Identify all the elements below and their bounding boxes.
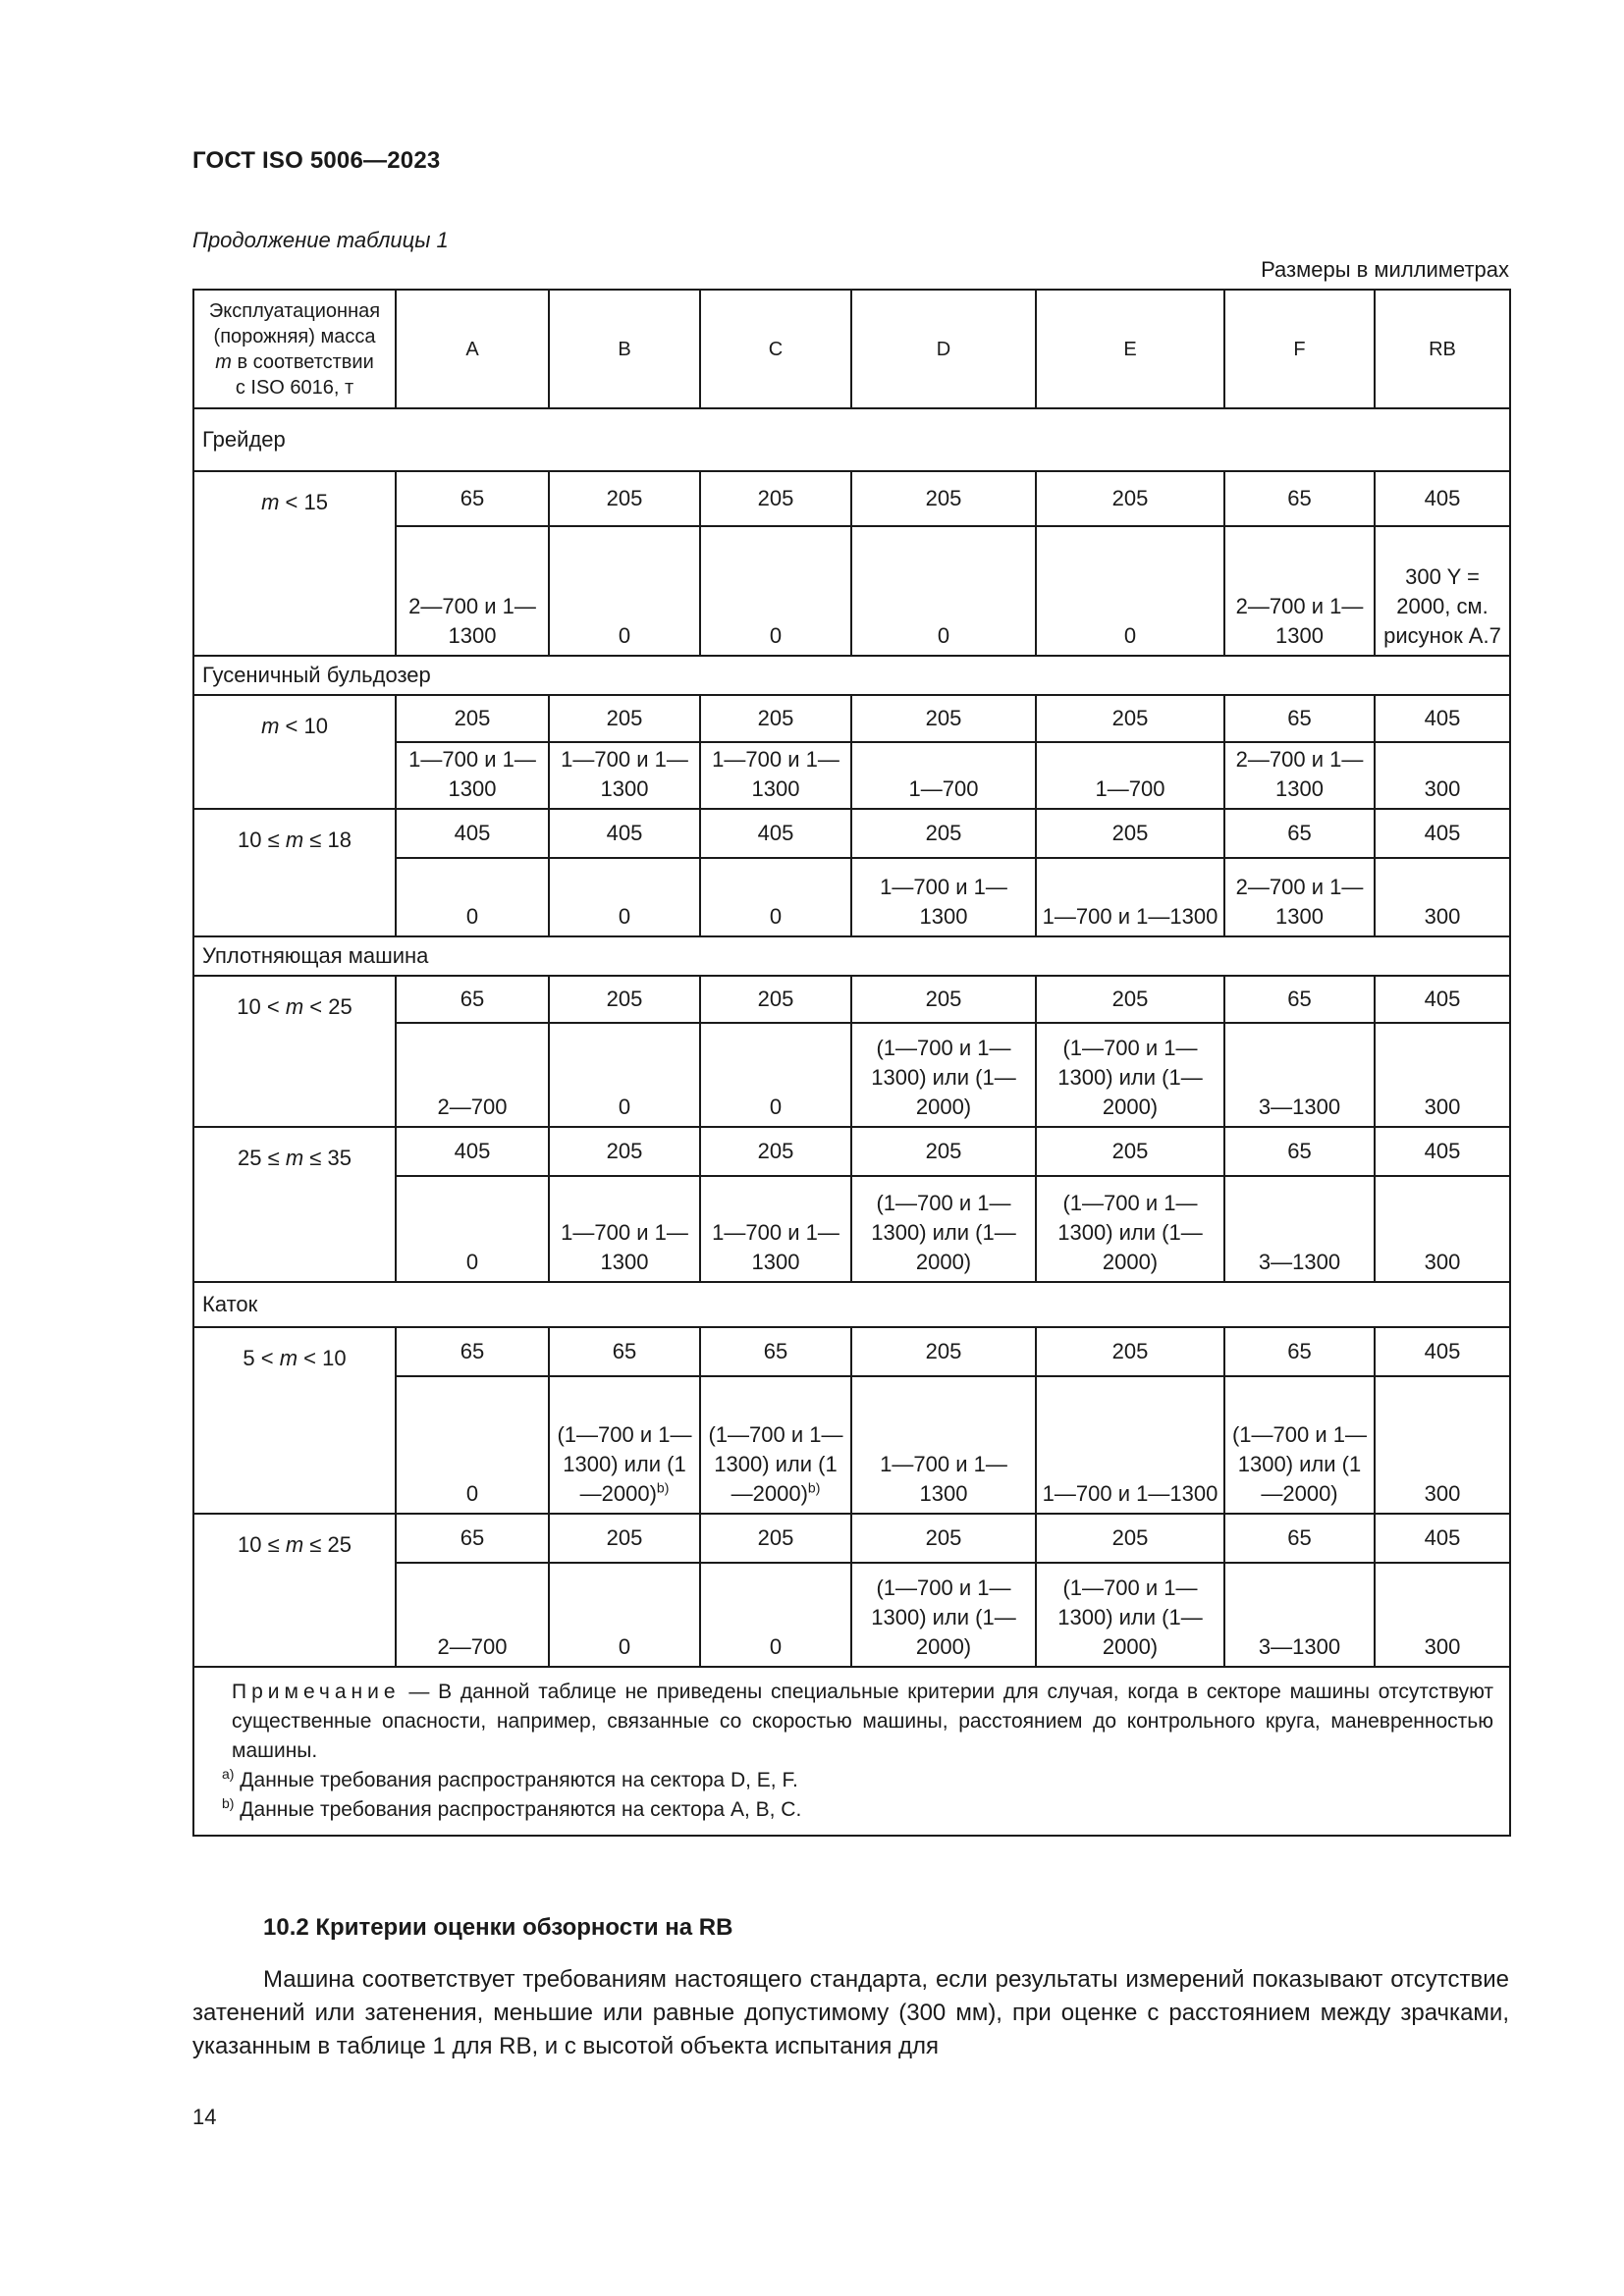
document-title: ГОСТ ISO 5006—2023: [192, 147, 441, 174]
height-value-cell: 205: [396, 695, 549, 742]
height-value-cell: 205: [1036, 1514, 1224, 1563]
height-value-cell: 405: [700, 809, 851, 858]
header-col-c: C: [700, 290, 851, 408]
height-value-cell: 205: [851, 809, 1036, 858]
masking-criteria-cell: (1—700 и 1—1300) или (1—2000): [1224, 1376, 1375, 1514]
values-row-top: [193, 1514, 1510, 1563]
height-value-cell: 65: [396, 471, 549, 526]
masking-criteria-cell: 0: [1036, 526, 1224, 656]
header-mass-cell: [193, 290, 396, 408]
note-row: [193, 1667, 1510, 1836]
page-number: 14: [192, 2105, 217, 2129]
height-value-cell: 405: [1375, 976, 1510, 1023]
masking-criteria-cell: 1—700 и 1—1300: [1036, 1376, 1224, 1514]
note-cell: [193, 1667, 1510, 1836]
header-col-b: B: [549, 290, 700, 408]
masking-criteria-cell: 0: [700, 1563, 851, 1667]
table-caption: Продолжение таблицы 1: [192, 228, 449, 252]
masking-criteria-cell: 1—700 и 1—1300: [549, 742, 700, 809]
masking-criteria-cell: 0: [549, 526, 700, 656]
masking-criteria-cell: 1—700 и 1—1300: [851, 858, 1036, 936]
body-paragraph: Машина соответствует требованиям настоящего стандарта, если результаты измерений показывают отсутствие затенений или затенения, меньшие или равные допустимому (300 мм), при оценке с расстоянием между зрачками, указанным в таблице 1 для RB, и с высотой объекта испытания для: [192, 1966, 1509, 2059]
mass-range-cell: m < 15: [193, 471, 396, 656]
height-value-cell: 205: [1036, 695, 1224, 742]
masking-criteria-cell: 0: [396, 1376, 549, 1514]
height-value-cell: 65: [1224, 976, 1375, 1023]
header-col-rb: RB: [1375, 290, 1510, 408]
section-row: [193, 408, 1510, 471]
masking-criteria-cell: 0: [700, 1023, 851, 1127]
mass-range-cell: 10 ≤ m ≤ 18: [193, 809, 396, 936]
masking-criteria-cell: 1—700 и 1—1300: [1036, 858, 1224, 936]
values-row-top: [193, 1327, 1510, 1376]
note-body: — В данной таблице не приведены специальные критерии для случая, когда в секторе машины отсутствуют существенные опасности, например, связанные со скоростью машины, расстоянием до контрольного круга, маневренностью машины.: [232, 1681, 1493, 1762]
masking-criteria-cell: 1—700 и 1—1300: [700, 1176, 851, 1282]
masking-criteria-cell: 0: [549, 1563, 700, 1667]
mass-range-cell: m < 10: [193, 695, 396, 809]
header-col-e: E: [1036, 290, 1224, 408]
masking-criteria-cell: 3—1300: [1224, 1023, 1375, 1127]
masking-criteria-cell: (1—700 и 1—1300) или (1—2000): [851, 1176, 1036, 1282]
height-value-cell: 65: [396, 1514, 549, 1563]
height-value-cell: 205: [700, 1514, 851, 1563]
masking-criteria-cell: 1—700 и 1—1300: [396, 742, 549, 809]
height-value-cell: 65: [1224, 809, 1375, 858]
mass-range-cell: 5 < m < 10: [193, 1327, 396, 1514]
masking-criteria-cell: 3—1300: [1224, 1176, 1375, 1282]
masking-criteria-cell: 2—700: [396, 1023, 549, 1127]
masking-criteria-cell: 300: [1375, 1176, 1510, 1282]
header-col-d: D: [851, 290, 1036, 408]
height-value-cell: 65: [1224, 695, 1375, 742]
values-row-top: [193, 809, 1510, 858]
masking-criteria-cell: 0: [396, 858, 549, 936]
header-mass-line4: с ISO 6016, т: [235, 376, 354, 399]
header-mass-symbol: m: [215, 350, 232, 373]
section-row: [193, 1282, 1510, 1327]
section-title: Гусеничный бульдозер: [193, 656, 1510, 695]
section-title: Грейдер: [193, 408, 1510, 471]
height-value-cell: 205: [851, 976, 1036, 1023]
masking-criteria-cell: (1—700 и 1—1300) или (1—2000): [1036, 1023, 1224, 1127]
values-row-top: [193, 695, 1510, 742]
header-col-a: A: [396, 290, 549, 408]
masking-criteria-cell: 3—1300: [1224, 1563, 1375, 1667]
height-value-cell: 405: [1375, 809, 1510, 858]
masking-criteria-cell: 2—700: [396, 1563, 549, 1667]
section-row: [193, 936, 1510, 976]
height-value-cell: 205: [549, 695, 700, 742]
height-value-cell: 205: [1036, 471, 1224, 526]
height-value-cell: 205: [1036, 1327, 1224, 1376]
height-value-cell: 405: [1375, 1127, 1510, 1176]
height-value-cell: 65: [1224, 1127, 1375, 1176]
header-mass-line1: Эксплуатационная: [208, 299, 381, 322]
masking-criteria-cell: 300 Y = 2000, см. рисунок А.7: [1375, 526, 1510, 656]
values-row-top: [193, 1127, 1510, 1176]
height-value-cell: 65: [1224, 1514, 1375, 1563]
values-row-top: [193, 471, 1510, 526]
height-value-cell: 205: [700, 695, 851, 742]
footnote-a: [222, 1766, 1493, 1795]
masking-criteria-cell: 0: [700, 858, 851, 936]
height-value-cell: 205: [851, 1127, 1036, 1176]
masking-criteria-cell: 0: [549, 858, 700, 936]
height-value-cell: 205: [851, 1514, 1036, 1563]
height-value-cell: 65: [396, 1327, 549, 1376]
masking-criteria-cell: 0: [851, 526, 1036, 656]
visibility-criteria-table: [192, 289, 1511, 1837]
masking-criteria-cell: (1—700 и 1—1300) или (1—2000): [851, 1563, 1036, 1667]
height-value-cell: 405: [1375, 471, 1510, 526]
masking-criteria-cell: (1—700 и 1—1300) или (1—2000): [851, 1023, 1036, 1127]
height-value-cell: 205: [851, 1327, 1036, 1376]
masking-criteria-cell: 1—700 и 1—1300: [700, 742, 851, 809]
masking-criteria-cell: 300: [1375, 858, 1510, 936]
masking-criteria-cell: 300: [1375, 1376, 1510, 1514]
masking-criteria-cell: 2—700 и 1—1300: [1224, 526, 1375, 656]
height-value-cell: 205: [549, 471, 700, 526]
header-mass-line3: в соответствии: [237, 350, 374, 373]
height-value-cell: 205: [700, 976, 851, 1023]
height-value-cell: 65: [396, 976, 549, 1023]
height-value-cell: 405: [549, 809, 700, 858]
section-heading: 10.2 Критерии оценки обзорности на RB: [263, 1914, 733, 1941]
footnote-b: [222, 1795, 1493, 1825]
footnote-b-text: Данные требования распространяются на сектора А, В, С.: [234, 1798, 802, 1821]
masking-criteria-cell: 0: [700, 526, 851, 656]
masking-criteria-cell: 2—700 и 1—1300: [396, 526, 549, 656]
masking-criteria-cell: 0: [549, 1023, 700, 1127]
height-value-cell: 65: [700, 1327, 851, 1376]
masking-criteria-cell: (1—700 и 1—1300) или (1—2000)$^{b)}$: [700, 1376, 851, 1514]
height-value-cell: 205: [851, 695, 1036, 742]
note-text: [232, 1678, 1493, 1766]
height-value-cell: 405: [396, 809, 549, 858]
height-value-cell: 65: [549, 1327, 700, 1376]
footnote-a-text: Данные требования распространяются на сектора D, E, F.: [234, 1769, 798, 1791]
height-value-cell: 205: [549, 1127, 700, 1176]
masking-criteria-cell: 0: [396, 1176, 549, 1282]
footnote-b-mark: b): [222, 1795, 235, 1811]
height-value-cell: 405: [1375, 1327, 1510, 1376]
height-value-cell: 65: [1224, 471, 1375, 526]
header-mass-line2: (порожняя) масса: [213, 325, 376, 347]
height-value-cell: 205: [700, 471, 851, 526]
table-body: [193, 408, 1510, 1836]
values-row-top: [193, 976, 1510, 1023]
masking-criteria-cell: 2—700 и 1—1300: [1224, 742, 1375, 809]
mass-range-cell: 10 < m < 25: [193, 976, 396, 1127]
height-value-cell: 65: [1224, 1327, 1375, 1376]
mass-range-cell: 10 ≤ m ≤ 25: [193, 1514, 396, 1667]
masking-criteria-cell: (1—700 и 1—1300) или (1—2000): [1036, 1563, 1224, 1667]
height-value-cell: 405: [1375, 695, 1510, 742]
masking-criteria-cell: 1—700: [851, 742, 1036, 809]
masking-criteria-cell: 300: [1375, 742, 1510, 809]
height-value-cell: 205: [851, 471, 1036, 526]
height-value-cell: 205: [1036, 1127, 1224, 1176]
masking-criteria-cell: 1—700 и 1—1300: [549, 1176, 700, 1282]
height-value-cell: 405: [396, 1127, 549, 1176]
height-value-cell: 205: [549, 976, 700, 1023]
footnote-a-mark: a): [222, 1766, 235, 1782]
header-col-f: F: [1224, 290, 1375, 408]
section-title: Каток: [193, 1282, 1510, 1327]
masking-criteria-cell: 300: [1375, 1023, 1510, 1127]
masking-criteria-cell: 2—700 и 1—1300: [1224, 858, 1375, 936]
section-row: [193, 656, 1510, 695]
masking-criteria-cell: 1—700 и 1—1300: [851, 1376, 1036, 1514]
note-label: Примечание: [232, 1681, 401, 1703]
masking-criteria-cell: (1—700 и 1—1300) или (1—2000)$^{b)}$: [549, 1376, 700, 1514]
units-label: Размеры в миллиметрах: [1261, 257, 1509, 282]
masking-criteria-cell: (1—700 и 1—1300) или (1—2000): [1036, 1176, 1224, 1282]
height-value-cell: 205: [549, 1514, 700, 1563]
height-value-cell: 205: [1036, 809, 1224, 858]
height-value-cell: 205: [700, 1127, 851, 1176]
header-row: [193, 290, 1510, 408]
mass-range-cell: 25 ≤ m ≤ 35: [193, 1127, 396, 1282]
height-value-cell: 205: [1036, 976, 1224, 1023]
masking-criteria-cell: 300: [1375, 1563, 1510, 1667]
section-title: Уплотняющая машина: [193, 936, 1510, 976]
height-value-cell: 405: [1375, 1514, 1510, 1563]
masking-criteria-cell: 1—700: [1036, 742, 1224, 809]
